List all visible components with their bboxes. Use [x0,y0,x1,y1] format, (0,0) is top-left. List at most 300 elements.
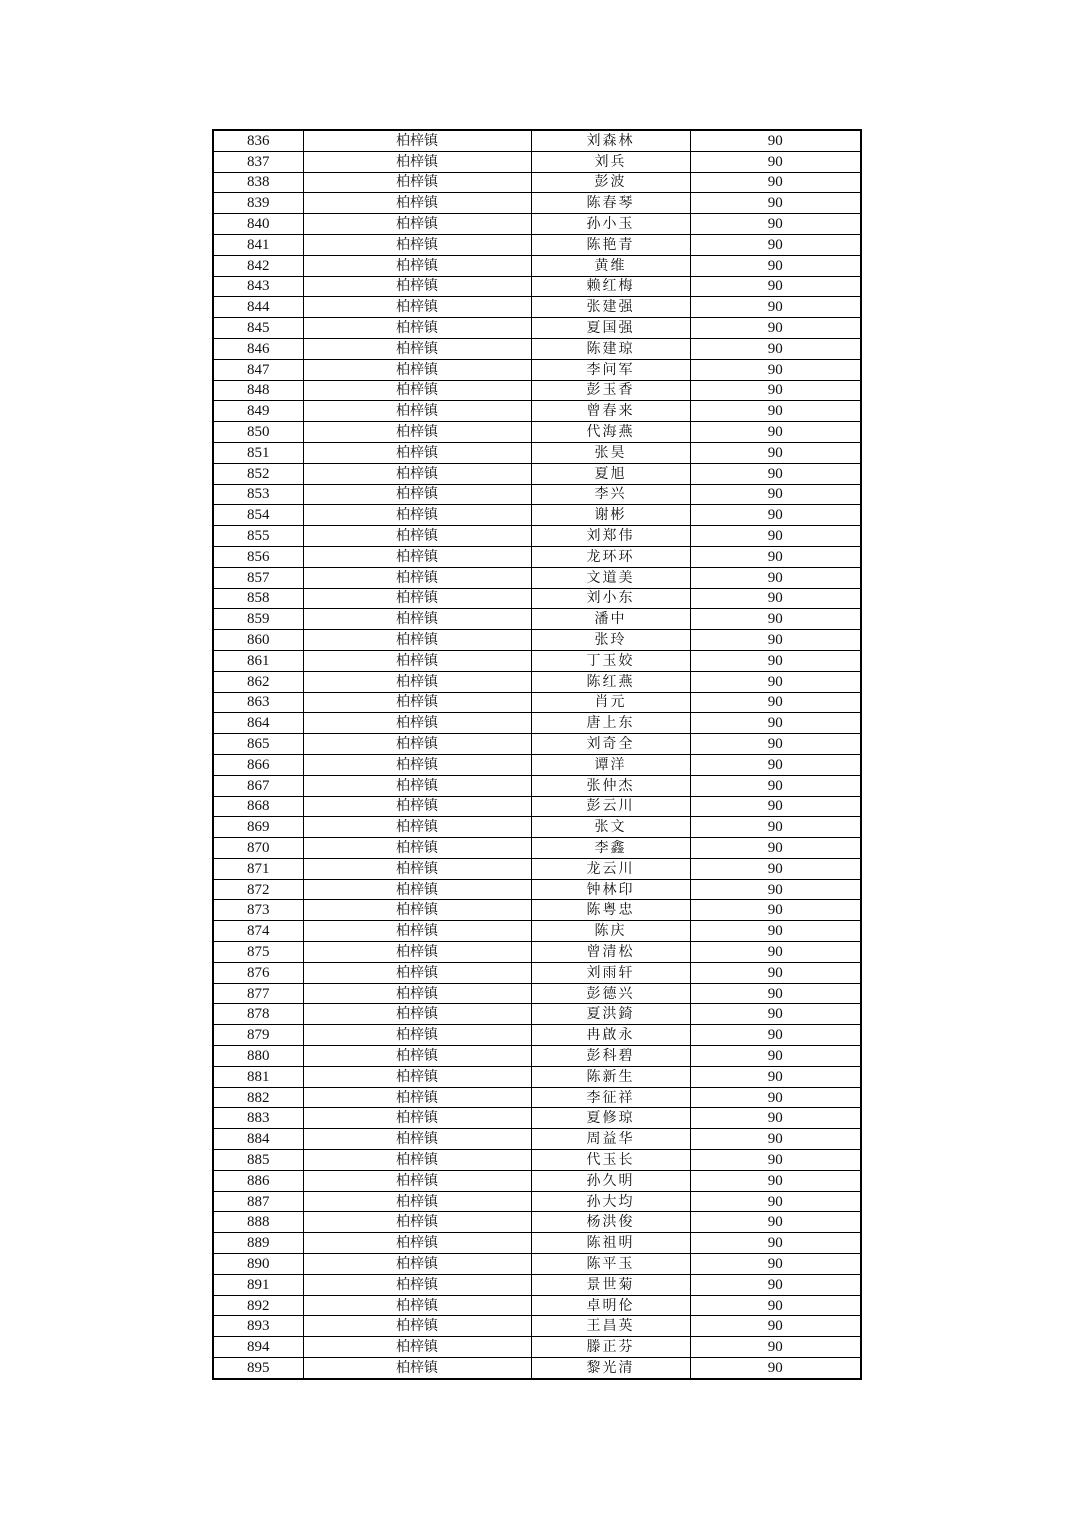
town-cell: 柏梓镇 [303,276,531,297]
row-number-cell: 883 [213,1108,303,1129]
score-cell: 90 [690,318,861,339]
table-row [213,1316,861,1337]
person-name-cell: 景世菊 [531,1274,690,1295]
row-number-cell: 838 [213,172,303,193]
town-cell: 柏梓镇 [303,401,531,422]
row-number-cell: 854 [213,505,303,526]
person-name-cell: 王昌英 [531,1316,690,1337]
row-number-cell: 872 [213,879,303,900]
score-cell: 90 [690,630,861,651]
town-cell: 柏梓镇 [303,359,531,380]
table-row [213,1274,861,1295]
table-row [213,1212,861,1233]
row-number-cell: 894 [213,1337,303,1358]
person-name-cell: 陈红燕 [531,671,690,692]
table-row [213,1087,861,1108]
row-number-cell: 841 [213,234,303,255]
person-name-cell: 刘兵 [531,151,690,172]
table-row [213,796,861,817]
row-number-cell: 889 [213,1233,303,1254]
row-number-cell: 876 [213,962,303,983]
row-number-cell: 861 [213,650,303,671]
town-cell: 柏梓镇 [303,463,531,484]
town-cell: 柏梓镇 [303,442,531,463]
score-cell: 90 [690,297,861,318]
table-row [213,546,861,567]
person-name-cell: 彭玉香 [531,380,690,401]
town-cell: 柏梓镇 [303,1191,531,1212]
person-name-cell: 曾春来 [531,401,690,422]
person-name-cell: 陈庆 [531,921,690,942]
score-cell: 90 [690,505,861,526]
town-cell: 柏梓镇 [303,962,531,983]
score-cell: 90 [690,1087,861,1108]
table-row [213,422,861,443]
table-row [213,255,861,276]
score-cell: 90 [690,817,861,838]
table-row [213,858,861,879]
score-cell: 90 [690,526,861,547]
town-cell: 柏梓镇 [303,775,531,796]
score-cell: 90 [690,900,861,921]
table-row [213,401,861,422]
town-cell: 柏梓镇 [303,1316,531,1337]
person-name-cell: 彭科碧 [531,1046,690,1067]
score-cell: 90 [690,671,861,692]
score-cell: 90 [690,942,861,963]
row-number-cell: 842 [213,255,303,276]
table-row [213,359,861,380]
town-cell: 柏梓镇 [303,297,531,318]
person-name-cell: 张昊 [531,442,690,463]
town-cell: 柏梓镇 [303,900,531,921]
score-cell: 90 [690,1316,861,1337]
person-name-cell: 曾清松 [531,942,690,963]
row-number-cell: 851 [213,442,303,463]
roster-table-body [213,130,861,1379]
table-row [213,130,861,151]
score-cell: 90 [690,151,861,172]
town-cell: 柏梓镇 [303,650,531,671]
row-number-cell: 881 [213,1066,303,1087]
row-number-cell: 867 [213,775,303,796]
person-name-cell: 陈春琴 [531,193,690,214]
town-cell: 柏梓镇 [303,234,531,255]
row-number-cell: 892 [213,1295,303,1316]
town-cell: 柏梓镇 [303,1254,531,1275]
score-cell: 90 [690,858,861,879]
person-name-cell: 潘中 [531,609,690,630]
score-cell: 90 [690,1358,861,1379]
table-row [213,234,861,255]
person-name-cell: 孙大均 [531,1191,690,1212]
table-row [213,484,861,505]
score-cell: 90 [690,1129,861,1150]
person-name-cell: 卓明伦 [531,1295,690,1316]
town-cell: 柏梓镇 [303,983,531,1004]
town-cell: 柏梓镇 [303,1025,531,1046]
table-row [213,1025,861,1046]
town-cell: 柏梓镇 [303,858,531,879]
table-row [213,505,861,526]
person-name-cell: 唐上东 [531,713,690,734]
table-row [213,1170,861,1191]
score-cell: 90 [690,380,861,401]
town-cell: 柏梓镇 [303,609,531,630]
person-name-cell: 龙环环 [531,546,690,567]
table-row [213,983,861,1004]
town-cell: 柏梓镇 [303,130,531,151]
row-number-cell: 875 [213,942,303,963]
row-number-cell: 891 [213,1274,303,1295]
person-name-cell: 李兴 [531,484,690,505]
person-name-cell: 代玉长 [531,1150,690,1171]
row-number-cell: 885 [213,1150,303,1171]
score-cell: 90 [690,1274,861,1295]
person-name-cell: 代海燕 [531,422,690,443]
row-number-cell: 888 [213,1212,303,1233]
score-cell: 90 [690,546,861,567]
table-row [213,1004,861,1025]
roster-table [212,129,862,1380]
score-cell: 90 [690,1066,861,1087]
person-name-cell: 孙久明 [531,1170,690,1191]
person-name-cell: 陈祖明 [531,1233,690,1254]
person-name-cell: 肖元 [531,692,690,713]
person-name-cell: 李问军 [531,359,690,380]
person-name-cell: 陈建琼 [531,338,690,359]
row-number-cell: 879 [213,1025,303,1046]
town-cell: 柏梓镇 [303,1233,531,1254]
town-cell: 柏梓镇 [303,338,531,359]
town-cell: 柏梓镇 [303,380,531,401]
town-cell: 柏梓镇 [303,671,531,692]
row-number-cell: 870 [213,838,303,859]
row-number-cell: 877 [213,983,303,1004]
town-cell: 柏梓镇 [303,630,531,651]
town-cell: 柏梓镇 [303,588,531,609]
score-cell: 90 [690,276,861,297]
row-number-cell: 862 [213,671,303,692]
row-number-cell: 868 [213,796,303,817]
table-row [213,588,861,609]
row-number-cell: 866 [213,754,303,775]
table-row [213,463,861,484]
score-cell: 90 [690,588,861,609]
score-cell: 90 [690,713,861,734]
score-cell: 90 [690,1170,861,1191]
person-name-cell: 夏修琼 [531,1108,690,1129]
person-name-cell: 滕正芬 [531,1337,690,1358]
table-row [213,380,861,401]
person-name-cell: 刘小东 [531,588,690,609]
row-number-cell: 884 [213,1129,303,1150]
table-row [213,193,861,214]
row-number-cell: 844 [213,297,303,318]
town-cell: 柏梓镇 [303,713,531,734]
score-cell: 90 [690,234,861,255]
score-cell: 90 [690,255,861,276]
town-cell: 柏梓镇 [303,1337,531,1358]
table-row [213,172,861,193]
score-cell: 90 [690,130,861,151]
town-cell: 柏梓镇 [303,172,531,193]
score-cell: 90 [690,1004,861,1025]
row-number-cell: 874 [213,921,303,942]
person-name-cell: 李征祥 [531,1087,690,1108]
row-number-cell: 836 [213,130,303,151]
score-cell: 90 [690,172,861,193]
person-name-cell: 彭云川 [531,796,690,817]
score-cell: 90 [690,609,861,630]
score-cell: 90 [690,983,861,1004]
row-number-cell: 893 [213,1316,303,1337]
row-number-cell: 871 [213,858,303,879]
table-row [213,318,861,339]
person-name-cell: 谭洋 [531,754,690,775]
town-cell: 柏梓镇 [303,879,531,900]
table-row [213,1108,861,1129]
person-name-cell: 丁玉姣 [531,650,690,671]
row-number-cell: 840 [213,214,303,235]
table-row [213,630,861,651]
score-cell: 90 [690,734,861,755]
town-cell: 柏梓镇 [303,734,531,755]
person-name-cell: 张仲杰 [531,775,690,796]
score-cell: 90 [690,1046,861,1067]
town-cell: 柏梓镇 [303,567,531,588]
town-cell: 柏梓镇 [303,1212,531,1233]
row-number-cell: 865 [213,734,303,755]
person-name-cell: 文道美 [531,567,690,588]
town-cell: 柏梓镇 [303,838,531,859]
score-cell: 90 [690,796,861,817]
person-name-cell: 夏国强 [531,318,690,339]
town-cell: 柏梓镇 [303,151,531,172]
score-cell: 90 [690,359,861,380]
row-number-cell: 846 [213,338,303,359]
person-name-cell: 冉啟永 [531,1025,690,1046]
town-cell: 柏梓镇 [303,1295,531,1316]
table-row [213,942,861,963]
row-number-cell: 869 [213,817,303,838]
person-name-cell: 孙小玉 [531,214,690,235]
score-cell: 90 [690,484,861,505]
table-row [213,1233,861,1254]
table-row [213,921,861,942]
row-number-cell: 837 [213,151,303,172]
score-cell: 90 [690,567,861,588]
score-cell: 90 [690,1295,861,1316]
row-number-cell: 857 [213,567,303,588]
person-name-cell: 夏旭 [531,463,690,484]
person-name-cell: 彭德兴 [531,983,690,1004]
person-name-cell: 黎光清 [531,1358,690,1379]
table-row [213,442,861,463]
table-row [213,1254,861,1275]
row-number-cell: 850 [213,422,303,443]
town-cell: 柏梓镇 [303,1129,531,1150]
table-row [213,734,861,755]
person-name-cell: 李鑫 [531,838,690,859]
town-cell: 柏梓镇 [303,1004,531,1025]
table-row [213,900,861,921]
town-cell: 柏梓镇 [303,1170,531,1191]
town-cell: 柏梓镇 [303,214,531,235]
table-row [213,650,861,671]
table-row [213,1150,861,1171]
table-row [213,1046,861,1067]
town-cell: 柏梓镇 [303,422,531,443]
town-cell: 柏梓镇 [303,796,531,817]
table-row [213,567,861,588]
score-cell: 90 [690,338,861,359]
score-cell: 90 [690,1150,861,1171]
score-cell: 90 [690,1254,861,1275]
person-name-cell: 陈新生 [531,1066,690,1087]
town-cell: 柏梓镇 [303,1150,531,1171]
table-row [213,297,861,318]
table-row [213,609,861,630]
score-cell: 90 [690,1191,861,1212]
table-row [213,775,861,796]
score-cell: 90 [690,193,861,214]
town-cell: 柏梓镇 [303,817,531,838]
row-number-cell: 839 [213,193,303,214]
table-row [213,526,861,547]
table-row [213,962,861,983]
score-cell: 90 [690,650,861,671]
town-cell: 柏梓镇 [303,1274,531,1295]
row-number-cell: 887 [213,1191,303,1212]
row-number-cell: 860 [213,630,303,651]
person-name-cell: 刘奇全 [531,734,690,755]
score-cell: 90 [690,879,861,900]
row-number-cell: 853 [213,484,303,505]
person-name-cell: 谢彬 [531,505,690,526]
town-cell: 柏梓镇 [303,255,531,276]
score-cell: 90 [690,422,861,443]
row-number-cell: 863 [213,692,303,713]
person-name-cell: 张文 [531,817,690,838]
row-number-cell: 852 [213,463,303,484]
score-cell: 90 [690,838,861,859]
table-row [213,879,861,900]
person-name-cell: 陈粤忠 [531,900,690,921]
row-number-cell: 847 [213,359,303,380]
person-name-cell: 刘雨轩 [531,962,690,983]
table-row [213,838,861,859]
person-name-cell: 周益华 [531,1129,690,1150]
table-row [213,1066,861,1087]
row-number-cell: 895 [213,1358,303,1379]
town-cell: 柏梓镇 [303,526,531,547]
town-cell: 柏梓镇 [303,1358,531,1379]
row-number-cell: 880 [213,1046,303,1067]
score-cell: 90 [690,401,861,422]
score-cell: 90 [690,962,861,983]
town-cell: 柏梓镇 [303,1108,531,1129]
score-cell: 90 [690,1337,861,1358]
row-number-cell: 864 [213,713,303,734]
row-number-cell: 848 [213,380,303,401]
person-name-cell: 陈平玉 [531,1254,690,1275]
table-row [213,151,861,172]
row-number-cell: 878 [213,1004,303,1025]
table-row [213,214,861,235]
score-cell: 90 [690,1025,861,1046]
table-row [213,1129,861,1150]
table-row [213,1191,861,1212]
table-row [213,713,861,734]
table-row [213,276,861,297]
person-name-cell: 彭波 [531,172,690,193]
score-cell: 90 [690,1212,861,1233]
town-cell: 柏梓镇 [303,1087,531,1108]
town-cell: 柏梓镇 [303,193,531,214]
row-number-cell: 886 [213,1170,303,1191]
table-row [213,754,861,775]
table-row [213,338,861,359]
score-cell: 90 [690,1233,861,1254]
row-number-cell: 858 [213,588,303,609]
row-number-cell: 859 [213,609,303,630]
score-cell: 90 [690,692,861,713]
town-cell: 柏梓镇 [303,505,531,526]
row-number-cell: 873 [213,900,303,921]
person-name-cell: 黄维 [531,255,690,276]
town-cell: 柏梓镇 [303,484,531,505]
person-name-cell: 杨洪俊 [531,1212,690,1233]
row-number-cell: 843 [213,276,303,297]
town-cell: 柏梓镇 [303,318,531,339]
table-row [213,1337,861,1358]
row-number-cell: 882 [213,1087,303,1108]
town-cell: 柏梓镇 [303,942,531,963]
town-cell: 柏梓镇 [303,1066,531,1087]
person-name-cell: 赖红梅 [531,276,690,297]
person-name-cell: 夏洪錡 [531,1004,690,1025]
row-number-cell: 890 [213,1254,303,1275]
town-cell: 柏梓镇 [303,754,531,775]
score-cell: 90 [690,775,861,796]
score-cell: 90 [690,754,861,775]
score-cell: 90 [690,463,861,484]
town-cell: 柏梓镇 [303,1046,531,1067]
table-row [213,1358,861,1379]
score-cell: 90 [690,921,861,942]
person-name-cell: 张玲 [531,630,690,651]
town-cell: 柏梓镇 [303,546,531,567]
person-name-cell: 陈艳青 [531,234,690,255]
row-number-cell: 856 [213,546,303,567]
town-cell: 柏梓镇 [303,692,531,713]
score-cell: 90 [690,442,861,463]
person-name-cell: 龙云川 [531,858,690,879]
table-row [213,817,861,838]
score-cell: 90 [690,1108,861,1129]
row-number-cell: 845 [213,318,303,339]
score-cell: 90 [690,214,861,235]
person-name-cell: 钟林印 [531,879,690,900]
person-name-cell: 刘森林 [531,130,690,151]
person-name-cell: 刘郑伟 [531,526,690,547]
person-name-cell: 张建强 [531,297,690,318]
table-row [213,671,861,692]
table-row [213,692,861,713]
row-number-cell: 849 [213,401,303,422]
town-cell: 柏梓镇 [303,921,531,942]
